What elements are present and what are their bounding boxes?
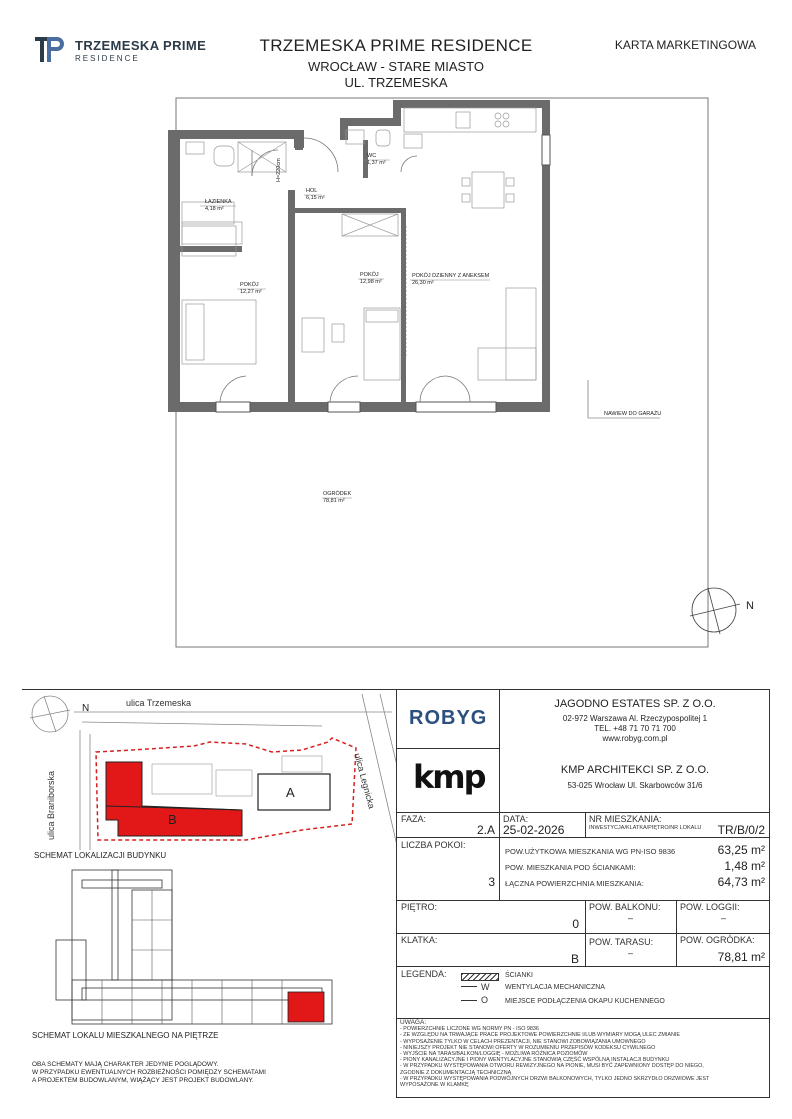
- garden-area-value: 78,81 m²: [717, 950, 765, 964]
- room-wc-label: WC 1,37 m²: [367, 153, 386, 166]
- info-table: [396, 689, 770, 1098]
- legend-w-text: WENTYLACJA MECHANICZNA: [505, 984, 605, 991]
- city-district: WROCŁAW - STARE MIASTO: [308, 59, 484, 74]
- architect-name: KMP ARCHITEKCI SP. Z O.O.: [560, 764, 710, 776]
- arrow-w-icon: [461, 986, 477, 987]
- developer-contact: 02-972 Warszawa Al. Rzeczypospolitej 1 TEL. +48 71 70 71 700 www.robyg.com.pl: [562, 714, 708, 743]
- legend-o-symbol: O: [481, 995, 489, 1005]
- floor-plan: [0, 90, 792, 680]
- rooms-label: LICZBA POKOI:: [401, 840, 466, 850]
- legend-walls: ŚCIANKI: [505, 972, 534, 979]
- building-b-label: B: [168, 812, 177, 827]
- arrow-o-icon: [461, 1000, 477, 1001]
- balcony-label: POW. BALKONU:: [589, 902, 661, 912]
- faza-label: FAZA:: [401, 814, 427, 824]
- stair-label: KLATKA:: [401, 935, 438, 945]
- garage-note: NAWIEW DO GARAŻU: [604, 411, 662, 417]
- street-top-label: ulica Trzemeska: [126, 698, 192, 708]
- street-name: UL. TRZEMESKA: [344, 75, 448, 90]
- height-note: H=220cm: [276, 158, 282, 182]
- terrace-label: POW. TARASU:: [589, 937, 654, 947]
- usable-area-label: POW.UŻYTKOWA MIESZKANIA WG PN-ISO 9836: [505, 847, 676, 856]
- room-2-label: POKÓJ 12,98 m²: [360, 272, 382, 285]
- data-label: DATA:: [503, 814, 529, 824]
- floor-value: 0: [572, 917, 579, 931]
- data-value: 25-02-2026: [503, 823, 565, 837]
- caption-floor: SCHEMAT LOKALU MIESZKALNEGO NA PIĘTRZE: [32, 1031, 219, 1040]
- brand-name: TRZEMESKA PRIME: [75, 38, 207, 53]
- room-living-label: POKÓJ DZIENNY Z ANEKSEM 26,30 m²: [412, 273, 490, 286]
- street-right-label: ulica Legnicka: [352, 752, 377, 810]
- total-area-label: ŁĄCZNA POWIERZCHNIA MIESZKANIA:: [505, 879, 644, 888]
- faza-value: 2.A: [476, 823, 495, 837]
- loggia-label: POW. LOGGII:: [680, 902, 740, 912]
- building-a-label: A: [286, 785, 295, 800]
- caption-building: SCHEMAT LOKALIZACJI BUDYNKU: [34, 851, 167, 860]
- floor-label: PIĘTRO:: [401, 902, 438, 912]
- page-title: TRZEMESKA PRIME RESIDENCE: [259, 36, 533, 55]
- robyg-logo: ROBYG: [409, 707, 488, 729]
- nr-value: TR/B/0/2: [717, 823, 765, 837]
- card-type: KARTA MARKETINGOWA: [614, 38, 756, 52]
- under-walls-value: 1,48 m²: [724, 859, 765, 873]
- garden-label: OGRÓDEK 78,81 m²: [323, 491, 352, 504]
- wall-hatch-icon: [461, 973, 499, 981]
- kmp-logo: kmp: [413, 758, 485, 796]
- balcony-value: –: [627, 913, 633, 923]
- legend-label: LEGENDA:: [401, 969, 447, 979]
- loggia-value: –: [720, 913, 726, 923]
- notes: UWAGA: - POWIERZCHNIE LICZONE WG NORMY PN - ISO 9836 - ZE WZGLĘDU NA TRWAJĄCE PRACE PROJEKTOWE POWIERZCHNIE I/LUB WYMIARY MOGĄ ULEC ZMIANIE - WYPOSAŻENIE TYLKO W CELACH PREZENTACJI, NIE STANOWI ZOBOWIĄZANIA UMOWNEGO - NINIEJSZY PROJEKT NIE STANOWI OFERTY W ROZUMIENIU PRZEPISÓW KODEKSU CYWILNEGO - WYJŚCIE NA TARAS/BALKON/LOGGIĘ - MOŻLIWA RÓŻNICA POZIOMÓW - PIONY KANALIZACYJNE I PIONY WENTYLACYJNE STANOWIĄ CZĘŚĆ WSPÓLNĄ INSTALACJI BUDYNKU - W PRZYPADKU WYSTĘPOWANIA OTWORU REWIZYJNEGO NA PIONIE, MUSI BYĆ ZAPEWNIONY DOSTĘP DO NIEGO, ZGODNIE Z DOKUMENTACJĄ TECHNICZNĄ - W PRZYPADKU WYSTĘPOWANIA PODWÓJNYCH DRZWI BALKONOWYCH, TYLKO JEDNO SKRZYDŁO DRZWIOWE JEST WYPOSAŻONE W KLAMKĘ: [400, 1019, 710, 1089]
- developer-name: JAGODNO ESTATES SP. Z O.O.: [554, 698, 716, 710]
- terrace-value: –: [627, 948, 633, 958]
- room-1-label: POKÓJ 12,27 m²: [240, 282, 262, 295]
- legend-w-symbol: W: [481, 982, 490, 992]
- usable-area-value: 63,25 m²: [717, 843, 765, 857]
- nr-label: NR MIESZKANIA:: [589, 814, 662, 824]
- stair-value: B: [570, 952, 579, 966]
- disclaimer: OBA SCHEMATY MAJĄ CHARAKTER JEDYNIE POGLĄDOWY. W PRZYPADKU EWENTUALNYCH ROZBIEŻNOŚCI POMIĘDZY SCHEMATAMI A PROJEKTEM BUDOWLANYM, WIĄŻĄCY JEST PROJEKT BUDOWLANY.: [32, 1061, 266, 1084]
- under-walls-label: POW. MIESZKANIA POD ŚCIANKAMI:: [505, 863, 636, 872]
- schema-north-label: N: [82, 703, 90, 714]
- nr-sub: INWESTYCJA/KLATKA/PIĘTRO/NR LOKALU: [589, 825, 702, 831]
- room-hall-label: HOL 6,15 m²: [306, 188, 325, 201]
- north-label: N: [746, 600, 754, 612]
- legend-o-text: MIEJSCE PODŁĄCZENIA OKAPU KUCHENNEGO: [505, 998, 665, 1005]
- rooms-value: 3: [488, 875, 495, 889]
- room-bathroom-label: ŁAZIENKA 4,18 m²: [205, 199, 232, 212]
- total-area-value: 64,73 m²: [717, 875, 765, 889]
- apartment-highlight: [288, 992, 324, 1022]
- brand-subtitle: RESIDENCE: [75, 54, 140, 63]
- architect-address: 53-025 Wrocław Ul. Skarbowców 31/6: [567, 781, 703, 790]
- street-left-label: ulica Braniborska: [46, 770, 56, 840]
- garden-area-label: POW. OGRÓDKA:: [680, 935, 755, 945]
- north-arrow-icon: [690, 588, 740, 634]
